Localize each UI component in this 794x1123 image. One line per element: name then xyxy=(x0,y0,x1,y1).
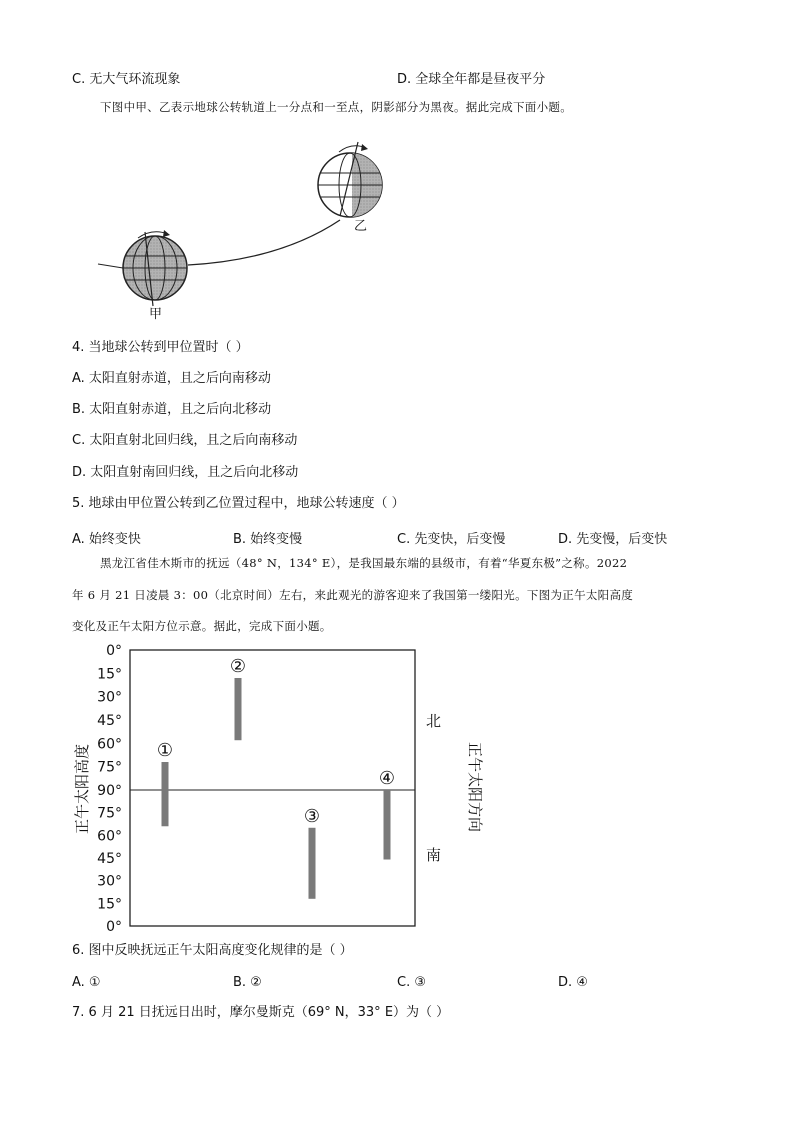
q7-stem: 7. 6 月 21 日抚远日出时，摩尔曼斯克（69° N，33° E）为（ ） xyxy=(72,1005,450,1020)
q4-stem: 4. 当地球公转到甲位置时（ ） xyxy=(72,340,249,355)
y-tick-label-north: 75° xyxy=(97,759,122,776)
globe-yi xyxy=(310,142,392,228)
q4-option-d: D. 太阳直射南回归线，且之后向北移动 xyxy=(72,465,299,480)
orbit-path xyxy=(188,220,340,265)
label-yi: 乙 xyxy=(354,219,368,234)
q6-option-b: B. ② xyxy=(233,975,262,990)
right-axis-label: 正午太阳方向 xyxy=(466,742,484,833)
chart-bar-2-north xyxy=(235,678,242,740)
chart-bar-label-3: ③ xyxy=(303,805,321,827)
q4-option-b: B. 太阳直射赤道，且之后向北移动 xyxy=(72,402,272,417)
left-axis-label: 正午太阳高度 xyxy=(73,743,91,834)
north-label: 北 xyxy=(426,712,442,730)
y-tick-label-south: 0° xyxy=(106,919,122,935)
chart-bar-1-south xyxy=(162,790,169,826)
y-tick-label-north: 60° xyxy=(97,736,122,753)
chart-bar-3-south xyxy=(309,828,316,899)
q6-stem: 6. 图中反映抚远正午太阳高度变化规律的是（ ） xyxy=(72,943,353,958)
y-tick-label-south: 75° xyxy=(97,805,122,822)
chart-bar-label-4: ④ xyxy=(378,768,396,789)
q5-stem: 5. 地球由甲位置公转到乙位置过程中，地球公转速度（ ） xyxy=(72,496,405,511)
y-tick-label-north: 30° xyxy=(97,689,122,706)
south-label: 南 xyxy=(426,846,442,864)
q5-option-d: D. 先变慢，后变快 xyxy=(558,532,668,547)
chart-bar-label-1: ① xyxy=(156,740,174,761)
orbit-figure xyxy=(90,128,430,328)
intro-paragraph-2-line-2: 年 6 月 21 日凌晨 3：00（北京时间）左右，来此观光的游客迎来了我国第一缕阳光。下图为正午太阳高度 xyxy=(72,588,634,602)
chart-bar-4-south xyxy=(384,790,391,860)
y-tick-label-south: 30° xyxy=(97,873,122,890)
y-tick-label-south: 45° xyxy=(97,851,122,867)
chart-bar-label-2: ② xyxy=(229,656,247,677)
intro-paragraph-1: 下图中甲、乙表示地球公转轨道上一分点和一至点，阴影部分为黑夜。据此完成下面小题。 xyxy=(100,100,572,114)
option-c-prev: C. 无大气环流现象 xyxy=(72,72,181,87)
q4-option-a: A. 太阳直射赤道，且之后向南移动 xyxy=(72,371,271,386)
q6-option-c: C. ③ xyxy=(397,975,426,990)
q5-option-b: B. 始终变慢 xyxy=(233,532,303,547)
chart-bar-1-north xyxy=(162,762,169,790)
sun-altitude-chart xyxy=(60,638,484,938)
y-tick-label-north: 15° xyxy=(97,666,122,683)
label-jia: 甲 xyxy=(149,307,163,322)
q5-option-a: A. 始终变快 xyxy=(72,532,141,547)
globe-jia xyxy=(98,230,195,306)
y-tick-label-north: 0° xyxy=(106,643,122,659)
y-tick-label-south: 60° xyxy=(97,828,122,845)
intro-paragraph-2-line-1: 黑龙江省佳木斯市的抚远（48° N，134° E），是我国最东端的县级市，有着“华夏东极”之称。2022 xyxy=(100,556,628,570)
y-tick-label-south: 15° xyxy=(97,896,122,913)
intro-paragraph-2-line-3: 变化及正午太阳方位示意。据此，完成下面小题。 xyxy=(72,619,332,633)
y-tick-label-north: 90° xyxy=(97,783,122,799)
chart-frame xyxy=(130,650,415,926)
y-tick-label-north: 45° xyxy=(97,713,122,729)
q6-option-a: A. ① xyxy=(72,975,101,990)
q5-option-c: C. 先变快，后变慢 xyxy=(397,532,506,547)
option-d-prev: D. 全球全年都是昼夜平分 xyxy=(397,72,546,87)
q6-option-d: D. ④ xyxy=(558,975,588,990)
q4-option-c: C. 太阳直射北回归线，且之后向南移动 xyxy=(72,433,298,448)
